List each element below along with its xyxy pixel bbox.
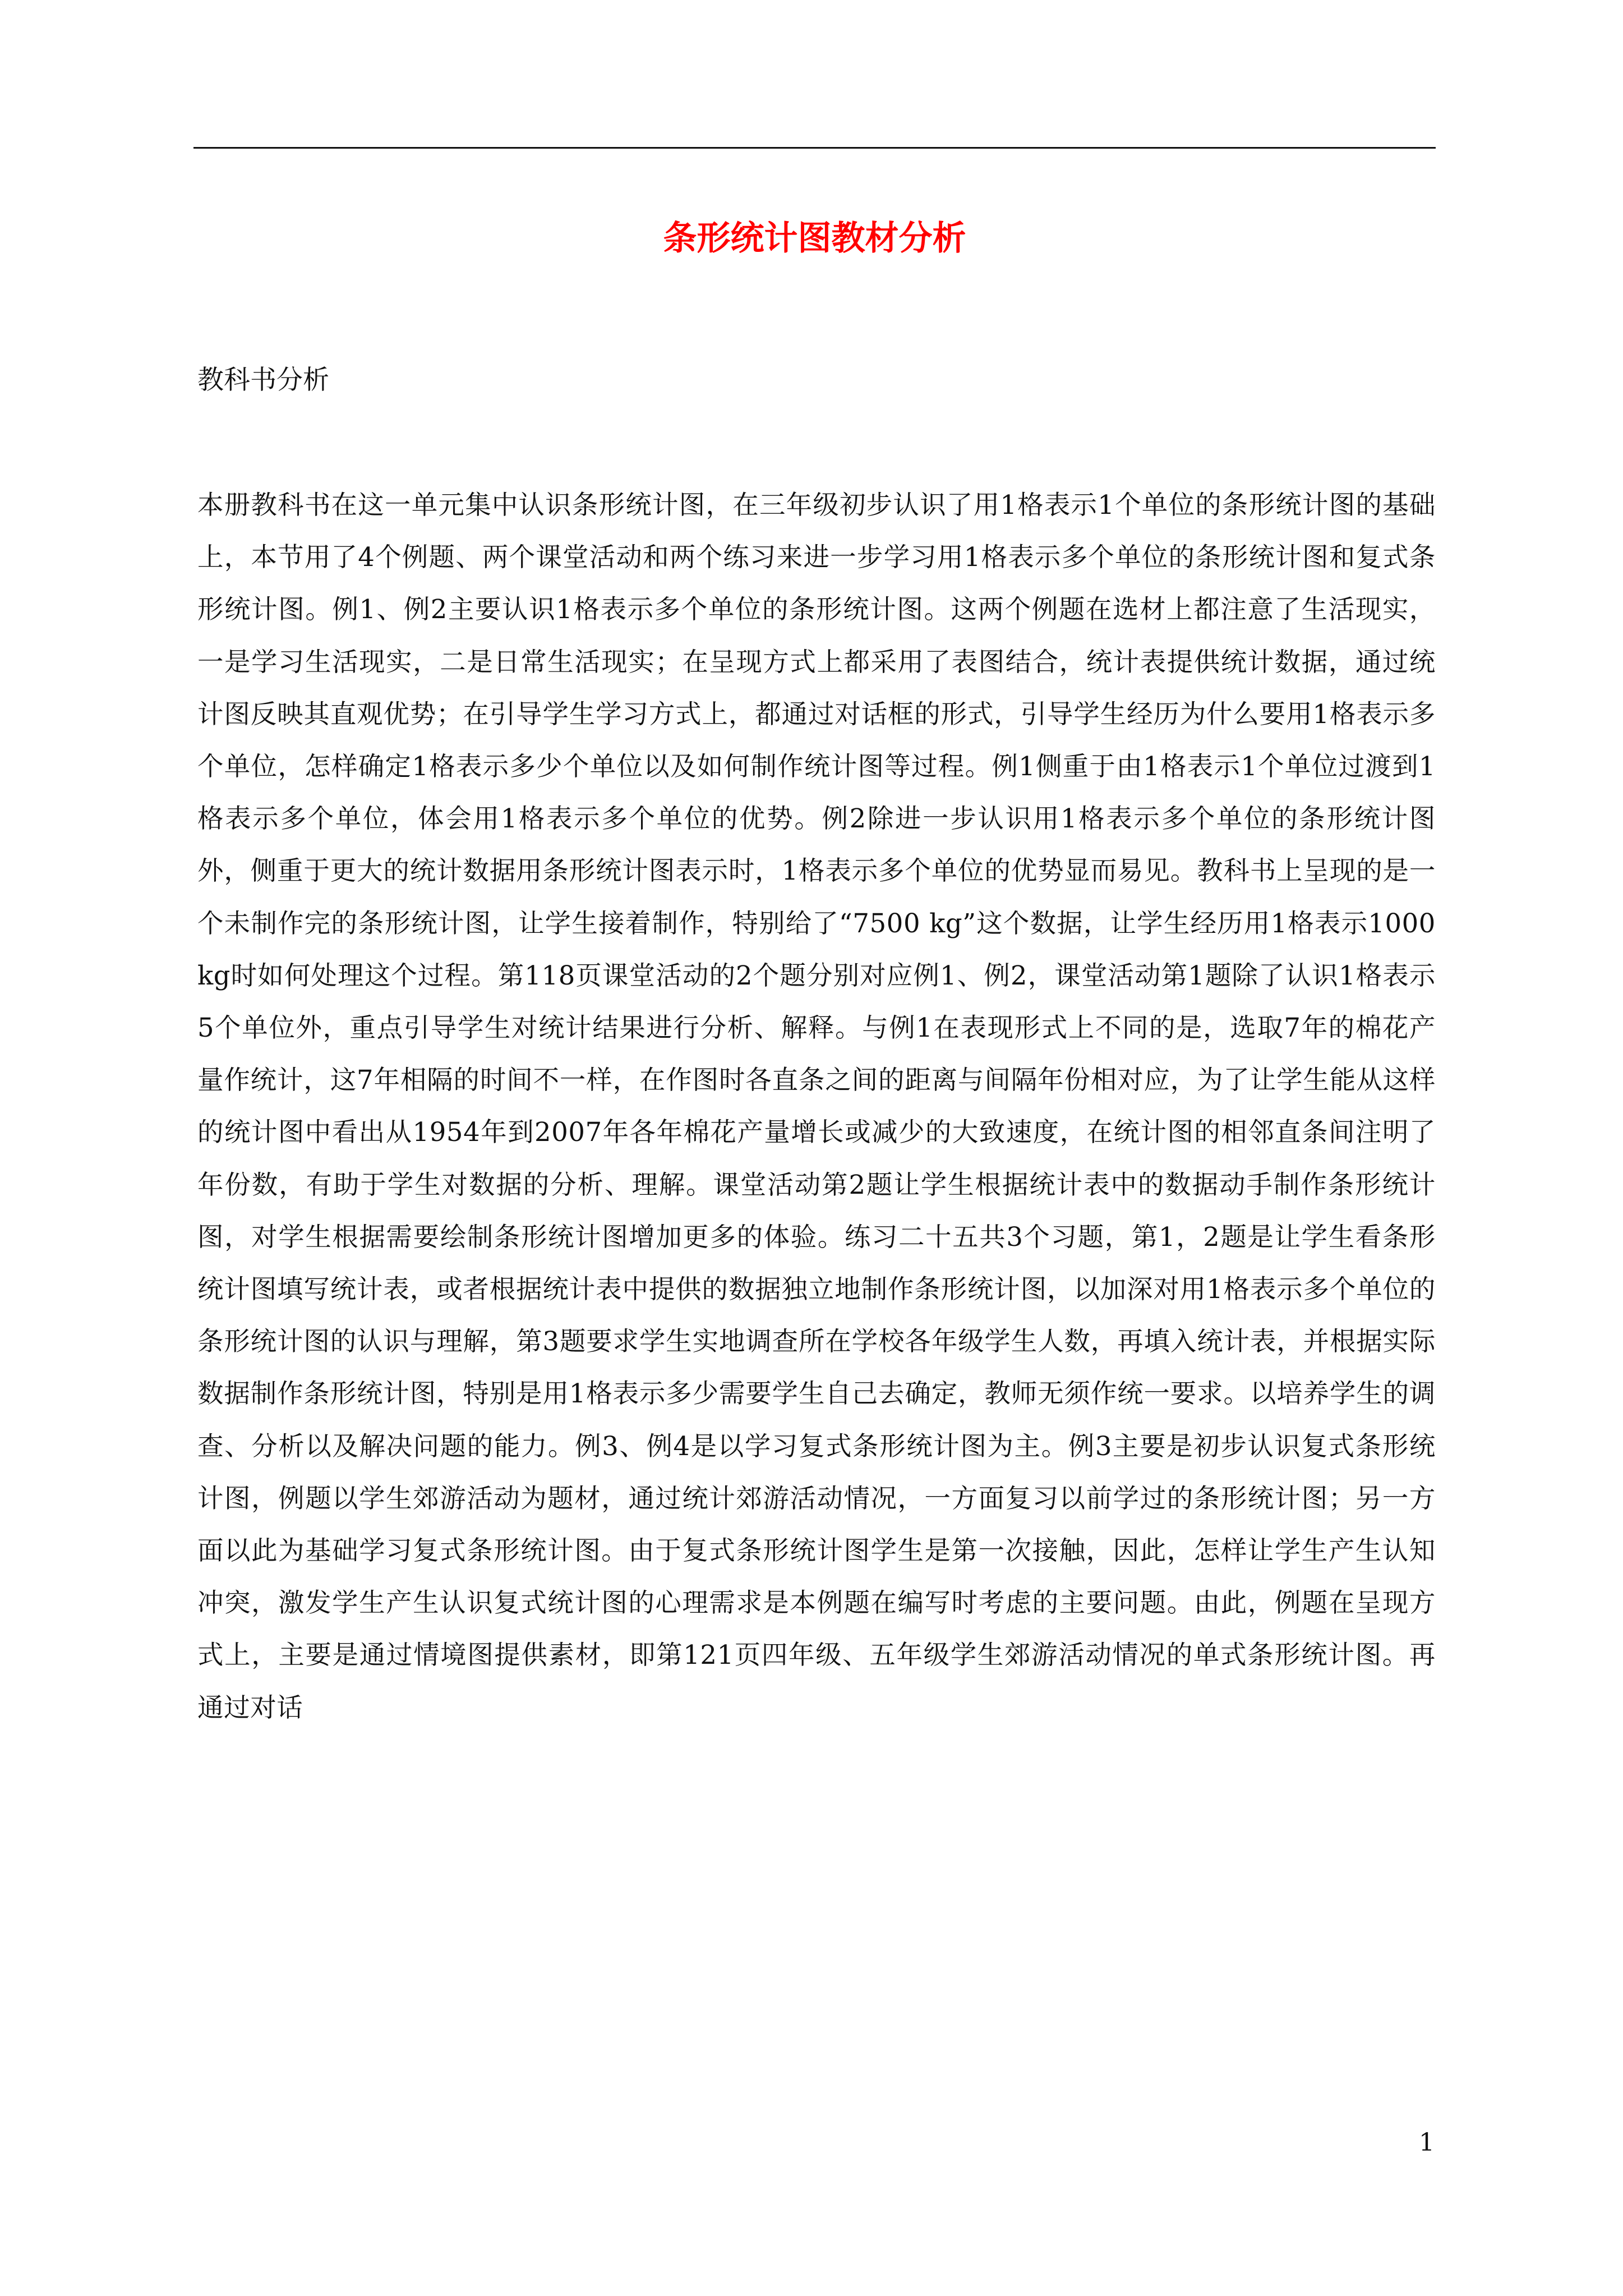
section-heading: 教科书分析 xyxy=(197,365,329,395)
document-title: 条形统计图教材分析 xyxy=(663,219,966,258)
body-paragraph: 本册教科书在这一单元集中认识条形统计图，在三年级初步认识了用1格表示1个单位的条形统计图的基础上，本节用了4个例题、两个课堂活动和两个练习来进一步学习用1格表示多个单位的条形统计图和复式条形统计图。例1、例2主要认识1格表示多个单位的条形统计图。这两个例题在选材上都注意了生活现实，一是学习生活现实，二是日常生活现实；在呈现方式上都采用了表图结合，统计表提供统计数据，通过统计图反映其直观优势；在引导学生学习方式上，都通过对话框的形式，引导学生经历为什么要用1格表示多个单位，怎样确定1格表示多少个单位以及如何制作统计图等过程。例1侧重于由1格表示1个单位过渡到1格表示多个单位，体会用1格表示多个单位的优势。例2除进一步认识用1格表示多个单位的条形统计图外，侧重于更大的统计数据用条形统计图表示时，1格表示多个单位的优势显而易见。教科书上呈现的是一个未制作完的条形统计图，让学生接着制作，特别给了“7500 kg”这个数据，让学生经历用1格表示1000 kg时如何处理这个过程。第118页课堂活动的2个题分别对应例1、例2，课堂活动第1题除了认识1格表示5个单位外，重点引导学生对统计结果进行分析、解释。与例1在表现形式上不同的是，选取7年的棉花产量作统计，这7年相隔的时间不一样，在作图时各直条之间的距离与间隔年份相对应，为了让学生能从这样的统计图中看出从1954年到2007年各年棉花产量增长或减少的大致速度，在统计图的相邻直条间注明了年份数，有助于学生对数据的分析、理解。课堂活动第2题让学生根据统计表中的数据动手制作条形统计图，对学生根据需要绘制条形统计图增加更多的体验。练习二十五共3个习题，第1，2题是让学生看条形统计图填写统计表，或者根据统计表中提供的数据独立地制作条形统计图，以加深对用1格表示多个单位的条形统计图的认识与理解，第3题要求学生实地调查所在学校各年级学生人数，再填入统计表，并根据实际数据制作条形统计图，特别是用1格表示多少需要学生自己去确定，教师无须作统一要求。以培养学生的调查、分析以及解决问题的能力。例3、例4是以学习复式条形统计图为主。例3主要是初步认识复式条形统计图，例题以学生郊游活动为题材，通过统计郊游活动情况，一方面复习以前学过的条形统计图；另一方面以此为基础学习复式条形统计图。由于复式条形统计图学生是第一次接触，因此，怎样让学生产生认知冲突，激发学生产生认识复式统计图的心理需求是本例题在编写时考虑的主要问题。由此，例题在呈现方式上，主要是通过情境图提供素材，即第121页四年级、五年级学生郊游活动情况的单式条形统计图。再通过对话 xyxy=(197,490,1436,1723)
page-number: 1 xyxy=(1419,2128,1435,2157)
header-rule xyxy=(193,147,1436,149)
